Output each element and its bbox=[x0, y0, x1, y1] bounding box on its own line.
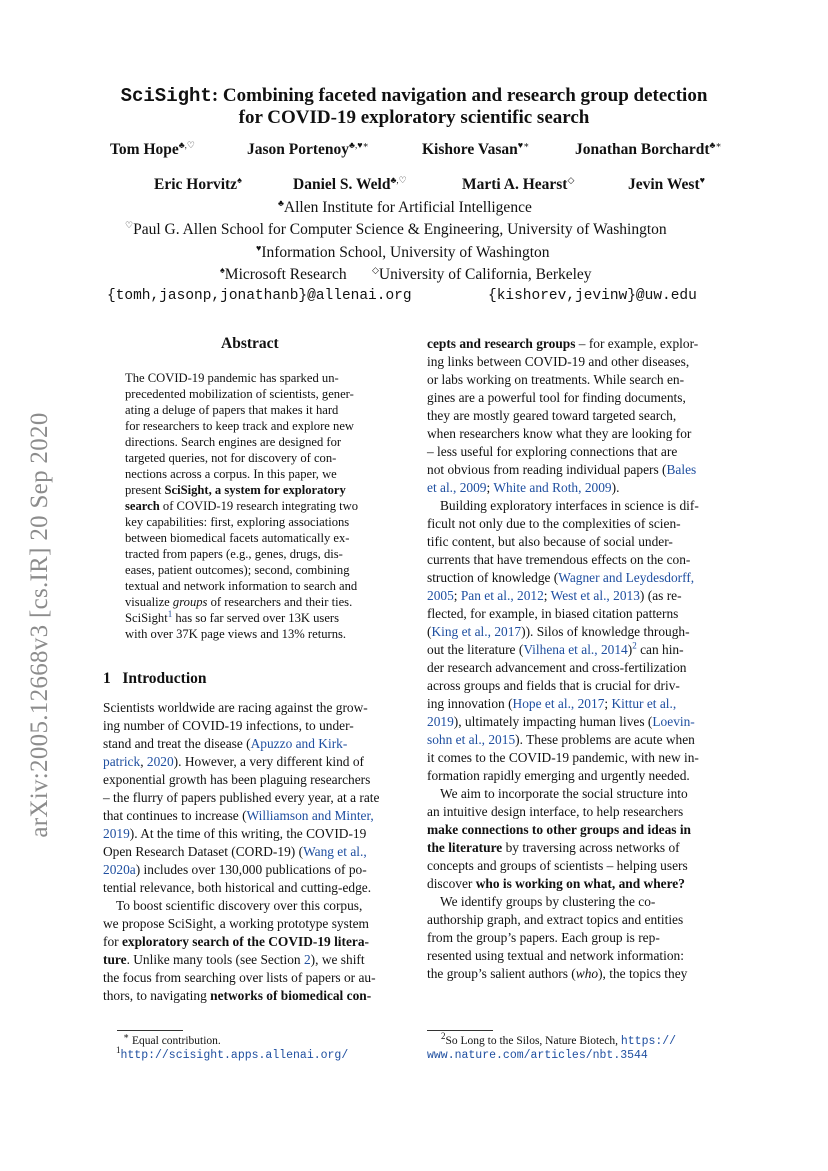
title-line-1: : Combining faceted navigation and research group detection bbox=[211, 85, 708, 106]
intro-right-column: cepts and research groups – for example, explor- ing links between COVID-19 and other diseases, or labs working on treatments. While search en- gines are a powerful tool for finding documents, they are mostly geared toward targeted search, when researchers know what they are looking for – less useful for exploring connections that are not obvious from reading individual papers (Bales et al., 2009; White and Roth, 2009). Building exploratory interfaces in science is dif- ficult not only due to the complexities of scien- tific content, but also because of social under- currents that have tremendous effects on the con- struction of knowledge (Wagner and Leydesdorff, 2005; Pan et al., 2012; West et al., 2013) (as re- flected, for example, in biased citation patterns (King et al., 2017)). Silos of knowledge through- out the literature (Vilhena et al., 2014)$^2$ can hin- der research advancement and cross-fertilization across groups and fields that is crucial for driv- ing innovation (Hope et al., 2017; Kittur et al., 2019), ultimately impacting human lives (Loevin- sohn et al., 2015). These problems are acute when it comes to the COVID-19 pandemic, with new in- formation rapidly emerging and urgently needed. We aim to incorporate the social structure into an intuitive design interface, to help researchers make connections to other groups and ideas in the literature by traversing across networks of concepts and groups of scientists – helping users discover who is working on what, and where? We identify groups by clustering the co- authorship graph, and extract topics and entities from the group’s papers. Each group is rep- resented using textual and network information: the group’s salient authors (who), the topics they bbox=[427, 336, 699, 981]
citation-link[interactable]: et al., 2009 bbox=[427, 480, 487, 495]
affiliation-ai2: ♣Allen Institute for Artificial Intelligence bbox=[278, 197, 532, 216]
affiliation-msr: ♠Microsoft Research bbox=[220, 264, 347, 283]
citation-link[interactable]: 2020 bbox=[146, 754, 174, 769]
footnote-1-url-link[interactable]: http://scisight.apps.allenai.org/ bbox=[120, 1049, 349, 1062]
author-jason-portenoy: Jason Portenoy♣,♥∗ bbox=[247, 139, 369, 158]
system-name: SciSight bbox=[120, 85, 212, 107]
citation-link[interactable]: Pan et al., 2012 bbox=[460, 588, 544, 603]
citation-link[interactable]: Wagner and Leydesdorff, bbox=[558, 570, 695, 585]
citation-link[interactable]: Kittur et al., bbox=[611, 696, 677, 711]
intro-left-column: Scientists worldwide are racing against the grow- ing number of COVID-19 infections, to under- stand and treat the disease (Apuzzo and Kirk- patrick, 2020). However, a very different kind of exponential growth has been plaguing researchers – the flurry of papers published every year, at a rate that continues to increase (Williamson and Minter, 2019). At the time of this writing, the COVID-19 Open Research Dataset (CORD-19) (Wang et al., 2020a) includes over 130,000 publications of po- tential relevance, both historical and cutting-edge. To boost scientific discovery over this corpus, we propose SciSight, a working prototype system for exploratory search of the COVID-19 litera- ture. Unlike many tools (see Section 2), we shift the focus from searching over lists of papers or au- thors, to navigating networks of biomedical con- bbox=[103, 700, 380, 1003]
footnote-rule-right bbox=[427, 1030, 493, 1031]
affiliation-berkeley: ◇University of California, Berkeley bbox=[372, 264, 592, 283]
citation-link[interactable]: King et al., 2017 bbox=[431, 624, 522, 639]
citation-link[interactable]: Wang et al., bbox=[303, 844, 367, 859]
citation-link[interactable]: patrick bbox=[103, 754, 141, 769]
citation-link[interactable]: White and Roth, 2009 bbox=[493, 480, 612, 495]
author-jonathan-borchardt: Jonathan Borchardt♣∗ bbox=[575, 139, 722, 158]
citation-link[interactable]: West et al., 2013 bbox=[550, 588, 640, 603]
author-jevin-west: Jevin West♥ bbox=[628, 174, 705, 193]
section-introduction-heading: 1 Introduction bbox=[103, 670, 207, 687]
email-uw: {kishorev,jevinw}@uw.edu bbox=[488, 288, 697, 304]
citation-link[interactable]: Bales bbox=[666, 462, 697, 477]
affiliation-uw-cse: ♡Paul G. Allen School for Computer Science & Engineering, University of Washington bbox=[125, 219, 667, 238]
citation-link[interactable]: Williamson and Minter, bbox=[246, 808, 374, 823]
citation-link[interactable]: Apuzzo and Kirk- bbox=[250, 736, 348, 751]
paper-title bbox=[60, 85, 768, 129]
citation-link[interactable]: 2019 bbox=[427, 714, 454, 729]
citation-link[interactable]: Vilhena et al., 2014 bbox=[523, 642, 628, 657]
author-kishore-vasan: Kishore Vasan♥∗ bbox=[422, 139, 530, 158]
author-daniel-weld: Daniel S. Weld♣,♡ bbox=[293, 174, 407, 193]
abstract-body: The COVID-19 pandemic has sparked un- precedented mobilization of scientists, gener- ating a deluge of papers that makes it hard for researchers to keep track and explore new directions. Search engines are designed for targeted queries, not for discovery of con- nections across a corpus. In this paper, we present SciSight, a system for exploratory search of COVID-19 research integrating two key capabilities: first, exploring associations between biomedical facets automatically ex- tracted from papers (e.g., genes, drugs, dis- eases, patient outcomes); second, combining textual and network information to search and visualize groups of researchers and their ties. SciSight$^1$ has so far served over 13K users with over 37K page views and 13% returns. bbox=[125, 371, 359, 641]
abstract-heading: Abstract bbox=[221, 335, 279, 352]
footnote-2-url-link-cont[interactable]: www.nature.com/articles/nbt.3544 bbox=[427, 1049, 648, 1062]
citation-link[interactable]: Hope et al., 2017 bbox=[512, 696, 605, 711]
arxiv-sidebar-stamp bbox=[20, 375, 60, 875]
author-marti-hearst: Marti A. Hearst◇ bbox=[462, 174, 575, 193]
title-line-2: for COVID-19 exploratory scientific search bbox=[238, 107, 590, 128]
citation-link[interactable]: 2005 bbox=[427, 588, 454, 603]
footnote-equal-contribution: ∗ Equal contribution. bbox=[123, 1031, 221, 1047]
citation-link[interactable]: Loevin- bbox=[652, 714, 695, 729]
footnote-2-ref[interactable]: 2 bbox=[632, 640, 637, 651]
arxiv-id-text: arXiv:2005.12668v3 [cs.IR] 20 Sep 2020 bbox=[26, 412, 53, 838]
footnote-2: $^2$So Long to the Silos, Nature Biotech, https:// bbox=[441, 1031, 677, 1048]
author-tom-hope: Tom Hope♣,♡ bbox=[110, 139, 195, 158]
section-link[interactable]: 2 bbox=[303, 952, 311, 967]
footnote-1: $^1$http://scisight.apps.allenai.org/ bbox=[116, 1045, 349, 1062]
citation-link[interactable]: sohn et al., 2015 bbox=[427, 732, 516, 747]
footnote-2-url-link[interactable]: https:// bbox=[620, 1035, 677, 1048]
citation-link[interactable]: 2019 bbox=[103, 826, 130, 841]
author-eric-horvitz: Eric Horvitz♠ bbox=[154, 174, 242, 193]
email-ai2: {tomh,jasonp,jonathanb}@allenai.org bbox=[107, 288, 412, 304]
citation-link[interactable]: 2020a bbox=[103, 862, 136, 877]
affiliation-uw-ischool: ♥Information School, University of Washington bbox=[256, 242, 550, 261]
